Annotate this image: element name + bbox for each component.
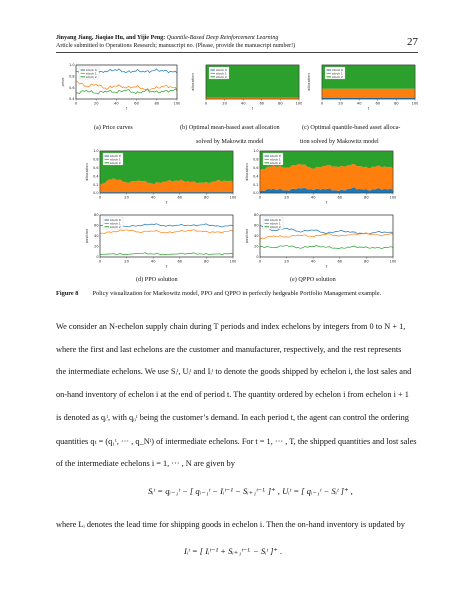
y-tick-label: 0.0 — [253, 191, 259, 196]
area-stock-1 — [260, 164, 393, 191]
x-tick-label: 40 — [240, 101, 246, 106]
panel-a-price-curves — [60, 62, 180, 110]
x-tick-label: 100 — [229, 259, 236, 264]
x-tick-label: 0 — [258, 195, 262, 200]
x-tick-label: 100 — [229, 195, 236, 200]
x-tick-label: 40 — [310, 259, 316, 264]
figure-label: Figure 8 — [56, 290, 79, 297]
body-line: of the intermediate echelons i = 1, ··· , N are given by — [56, 459, 235, 468]
x-axis-label: t — [165, 200, 168, 204]
y-axis-label: allocation — [307, 73, 311, 91]
figure-caption-text: Policy visualization for Markowitz model, PPO and QPPO in perfectly hedgeable Portfolio Management example. — [92, 290, 382, 297]
legend-entry: stock 1 — [110, 157, 121, 162]
x-axis-label: t — [325, 200, 328, 204]
equation-inventory: Iᵢᵗ = [ Iᵢᵗ⁻¹ + Sᵢ₊₁ᵗ⁻ᴸ − Sᵢᵗ ]⁺ . — [184, 546, 283, 556]
x-tick-label: 60 — [134, 101, 139, 106]
y-tick-label: 40 — [254, 234, 259, 239]
y-tick-label: 0.2 — [253, 182, 259, 187]
y-tick-label: 0.6 — [93, 166, 99, 170]
x-tick-label: 20 — [284, 195, 289, 200]
header-title: Quantile-Based Deep Reinforcement Learning — [166, 35, 279, 41]
y-axis-label: position — [245, 228, 249, 244]
legend-entry: stock 2 — [332, 75, 343, 79]
x-tick-label: 100 — [295, 101, 302, 106]
x-axis-label: t — [367, 106, 370, 110]
legend-entry: stock 2 — [110, 161, 121, 165]
y-tick-label: 0.8 — [253, 157, 259, 162]
legend-entry: stock 0 — [332, 68, 343, 73]
body-line: quantities qₜ = (q₁ᵗ, ··· , q_Nᵗ) of intermediate echelons. For t = 1, ··· , T, the shipped quantities and lost sales — [56, 437, 417, 446]
x-tick-label: 0 — [320, 101, 324, 106]
y-tick-label: 0.2 — [93, 182, 99, 187]
x-tick-label: 60 — [337, 259, 343, 264]
subcaption-a: (a) Price curves — [94, 124, 133, 131]
y-tick-label: 0.4 — [93, 174, 99, 179]
x-tick-label: 0 — [258, 259, 262, 264]
legend-entry: stock 0 — [86, 68, 97, 73]
y-axis-label: allocation — [191, 73, 195, 91]
x-tick-label: 100 — [389, 195, 396, 200]
y-tick-label: 80 — [254, 213, 259, 218]
x-tick-label: 20 — [124, 259, 129, 264]
page-number: 27 — [407, 36, 418, 48]
y-tick-label: 0.8 — [93, 157, 99, 162]
subcaption-b2: solved by Makowitz model — [196, 138, 264, 145]
legend-entry: stock 1 — [270, 157, 281, 162]
y-tick-label: 1.0 — [253, 149, 259, 154]
y-tick-label: 0 — [256, 255, 259, 260]
y-axis-label: price — [61, 77, 65, 87]
y-axis-label: allocation — [245, 163, 249, 181]
x-tick-label: 20 — [338, 101, 343, 106]
x-tick-label: 60 — [177, 195, 183, 200]
x-tick-label: 60 — [375, 101, 381, 106]
panel-c-quantile-allocation — [306, 62, 418, 110]
area-stock-1 — [322, 89, 415, 98]
figure-caption — [56, 290, 436, 297]
x-tick-label: 40 — [356, 101, 362, 106]
x-tick-label: 0 — [98, 259, 102, 264]
y-tick-label: 20 — [254, 244, 259, 249]
body-line: on-hand inventory of echelon i at the end of period t. The quantity ordered by echelon i from echelon i + 1 — [56, 390, 409, 399]
legend-entry: stock 0 — [270, 154, 281, 159]
body-line: where Lᵢ denotes the lead time for shipping goods in echelon i. Then the on-hand inventory is updated by — [56, 520, 405, 529]
x-tick-label: 0 — [204, 101, 208, 106]
y-tick-label: 0.0 — [93, 191, 99, 196]
subcaption-e: (e) QPPO solution — [290, 276, 336, 283]
panel-d-allocation — [84, 148, 236, 204]
x-tick-label: 100 — [173, 101, 180, 106]
x-tick-label: 20 — [284, 259, 289, 264]
legend-entry: stock 2 — [270, 225, 281, 229]
y-tick-label: 0.8 — [69, 74, 75, 79]
running-header — [56, 34, 418, 50]
x-tick-label: 80 — [394, 101, 399, 106]
subcaption-d: (d) PPO solution — [136, 276, 178, 283]
subcaption-b1: (b) Optimal mean-based asset allocation — [180, 124, 280, 131]
y-tick-label: 0.6 — [253, 166, 259, 170]
y-tick-label: 60 — [254, 223, 259, 228]
header-journal: Article submitted to Operations Research; manuscript no. (Please, provide the manuscript number!) — [56, 43, 296, 49]
legend-entry: stock 1 — [332, 71, 343, 76]
panel-e-position — [244, 212, 396, 268]
x-tick-label: 60 — [337, 195, 343, 200]
x-axis-label: t — [251, 106, 254, 110]
legend-entry: stock 2 — [86, 75, 97, 79]
legend-entry: stock 1 — [110, 221, 121, 226]
y-tick-label: 80 — [94, 213, 99, 218]
panel-d-position — [84, 212, 236, 268]
y-axis-label: allocation — [85, 163, 89, 181]
legend-entry: stock 0 — [110, 154, 121, 159]
y-tick-label: 60 — [94, 223, 99, 228]
y-tick-label: 0 — [96, 255, 99, 260]
y-tick-label: 40 — [94, 234, 99, 239]
body-line: the intermediate echelons. We use Sᵢᵗ, Uᵢᵗ and Iᵢᵗ to denote the goods shipped by echelon i, the lost sales and — [56, 367, 412, 376]
x-tick-label: 80 — [278, 101, 283, 106]
y-tick-label: 1.0 — [93, 149, 99, 154]
x-axis-label: t — [325, 264, 328, 268]
y-tick-label: 1.0 — [69, 63, 75, 68]
x-tick-label: 40 — [150, 259, 156, 264]
subcaption-c2: tion solved by Makowitz model — [300, 138, 379, 145]
legend-entry: stock 1 — [270, 221, 281, 226]
legend-entry: stock 2 — [270, 161, 281, 165]
equation-shipped-lost: Sᵢᵗ = qᵢ₋₁ᵗ − [ qᵢ₋₁ᵗ − Iᵢᵗ⁻¹ − Sᵢ₊₁ᵗ⁻ᴸ ]⁺ , Uᵢᵗ = [ qᵢ₋₁ᵗ − Sᵢᵗ ]⁺ , — [148, 486, 353, 496]
legend-entry: stock 0 — [216, 68, 227, 73]
subcaption-c1: (c) Optimal quantile-based asset alloca- — [302, 124, 401, 131]
body-line: We consider an N-echelon supply chain during T periods and index echelons by integers from 0 to N + 1, — [56, 322, 406, 331]
panel-b-mean-allocation — [190, 62, 302, 110]
header-rule — [56, 52, 418, 53]
y-tick-label: 0.6 — [69, 85, 75, 90]
y-tick-label: 20 — [94, 244, 99, 249]
legend-entry: stock 0 — [110, 218, 121, 223]
y-tick-label: 0.4 — [253, 174, 259, 179]
x-tick-label: 60 — [177, 259, 183, 264]
x-tick-label: 80 — [154, 101, 160, 106]
x-axis-label: t — [125, 106, 128, 110]
x-tick-label: 0 — [74, 101, 78, 106]
legend-entry: stock 1 — [86, 71, 97, 76]
legend-entry: stock 1 — [216, 71, 227, 76]
x-tick-label: 20 — [93, 101, 99, 106]
x-tick-label: 60 — [259, 101, 265, 106]
x-tick-label: 20 — [124, 195, 129, 200]
x-tick-label: 80 — [204, 259, 209, 264]
x-tick-label: 40 — [114, 101, 119, 106]
body-line: where the first and last echelons are the customer and manufacturer, respectively, and the rest represents — [56, 345, 402, 354]
x-tick-label: 20 — [222, 101, 227, 106]
body-line: is denoted as qᵢᵗ, with q₀ᵗ being the customer’s demand. In each period t, the agent can control the ordering — [56, 413, 409, 422]
panel-e-allocation — [244, 148, 396, 204]
x-tick-label: 40 — [310, 195, 316, 200]
y-tick-label: 0.4 — [69, 97, 75, 102]
x-tick-label: 80 — [364, 259, 369, 264]
legend-entry: stock 2 — [216, 75, 227, 79]
y-axis-label: position — [85, 228, 89, 244]
x-tick-label: 40 — [150, 195, 156, 200]
header-authors: Jinyang Jiang, Jiaqiao Hu, and Yijie Peng: — [56, 35, 166, 41]
x-tick-label: 0 — [98, 195, 102, 200]
x-tick-label: 100 — [389, 259, 396, 264]
x-tick-label: 100 — [411, 101, 418, 106]
legend-entry: stock 2 — [110, 225, 121, 229]
legend-entry: stock 0 — [270, 218, 281, 223]
x-tick-label: 80 — [204, 195, 209, 200]
x-tick-label: 80 — [364, 195, 369, 200]
x-axis-label: t — [165, 264, 168, 268]
